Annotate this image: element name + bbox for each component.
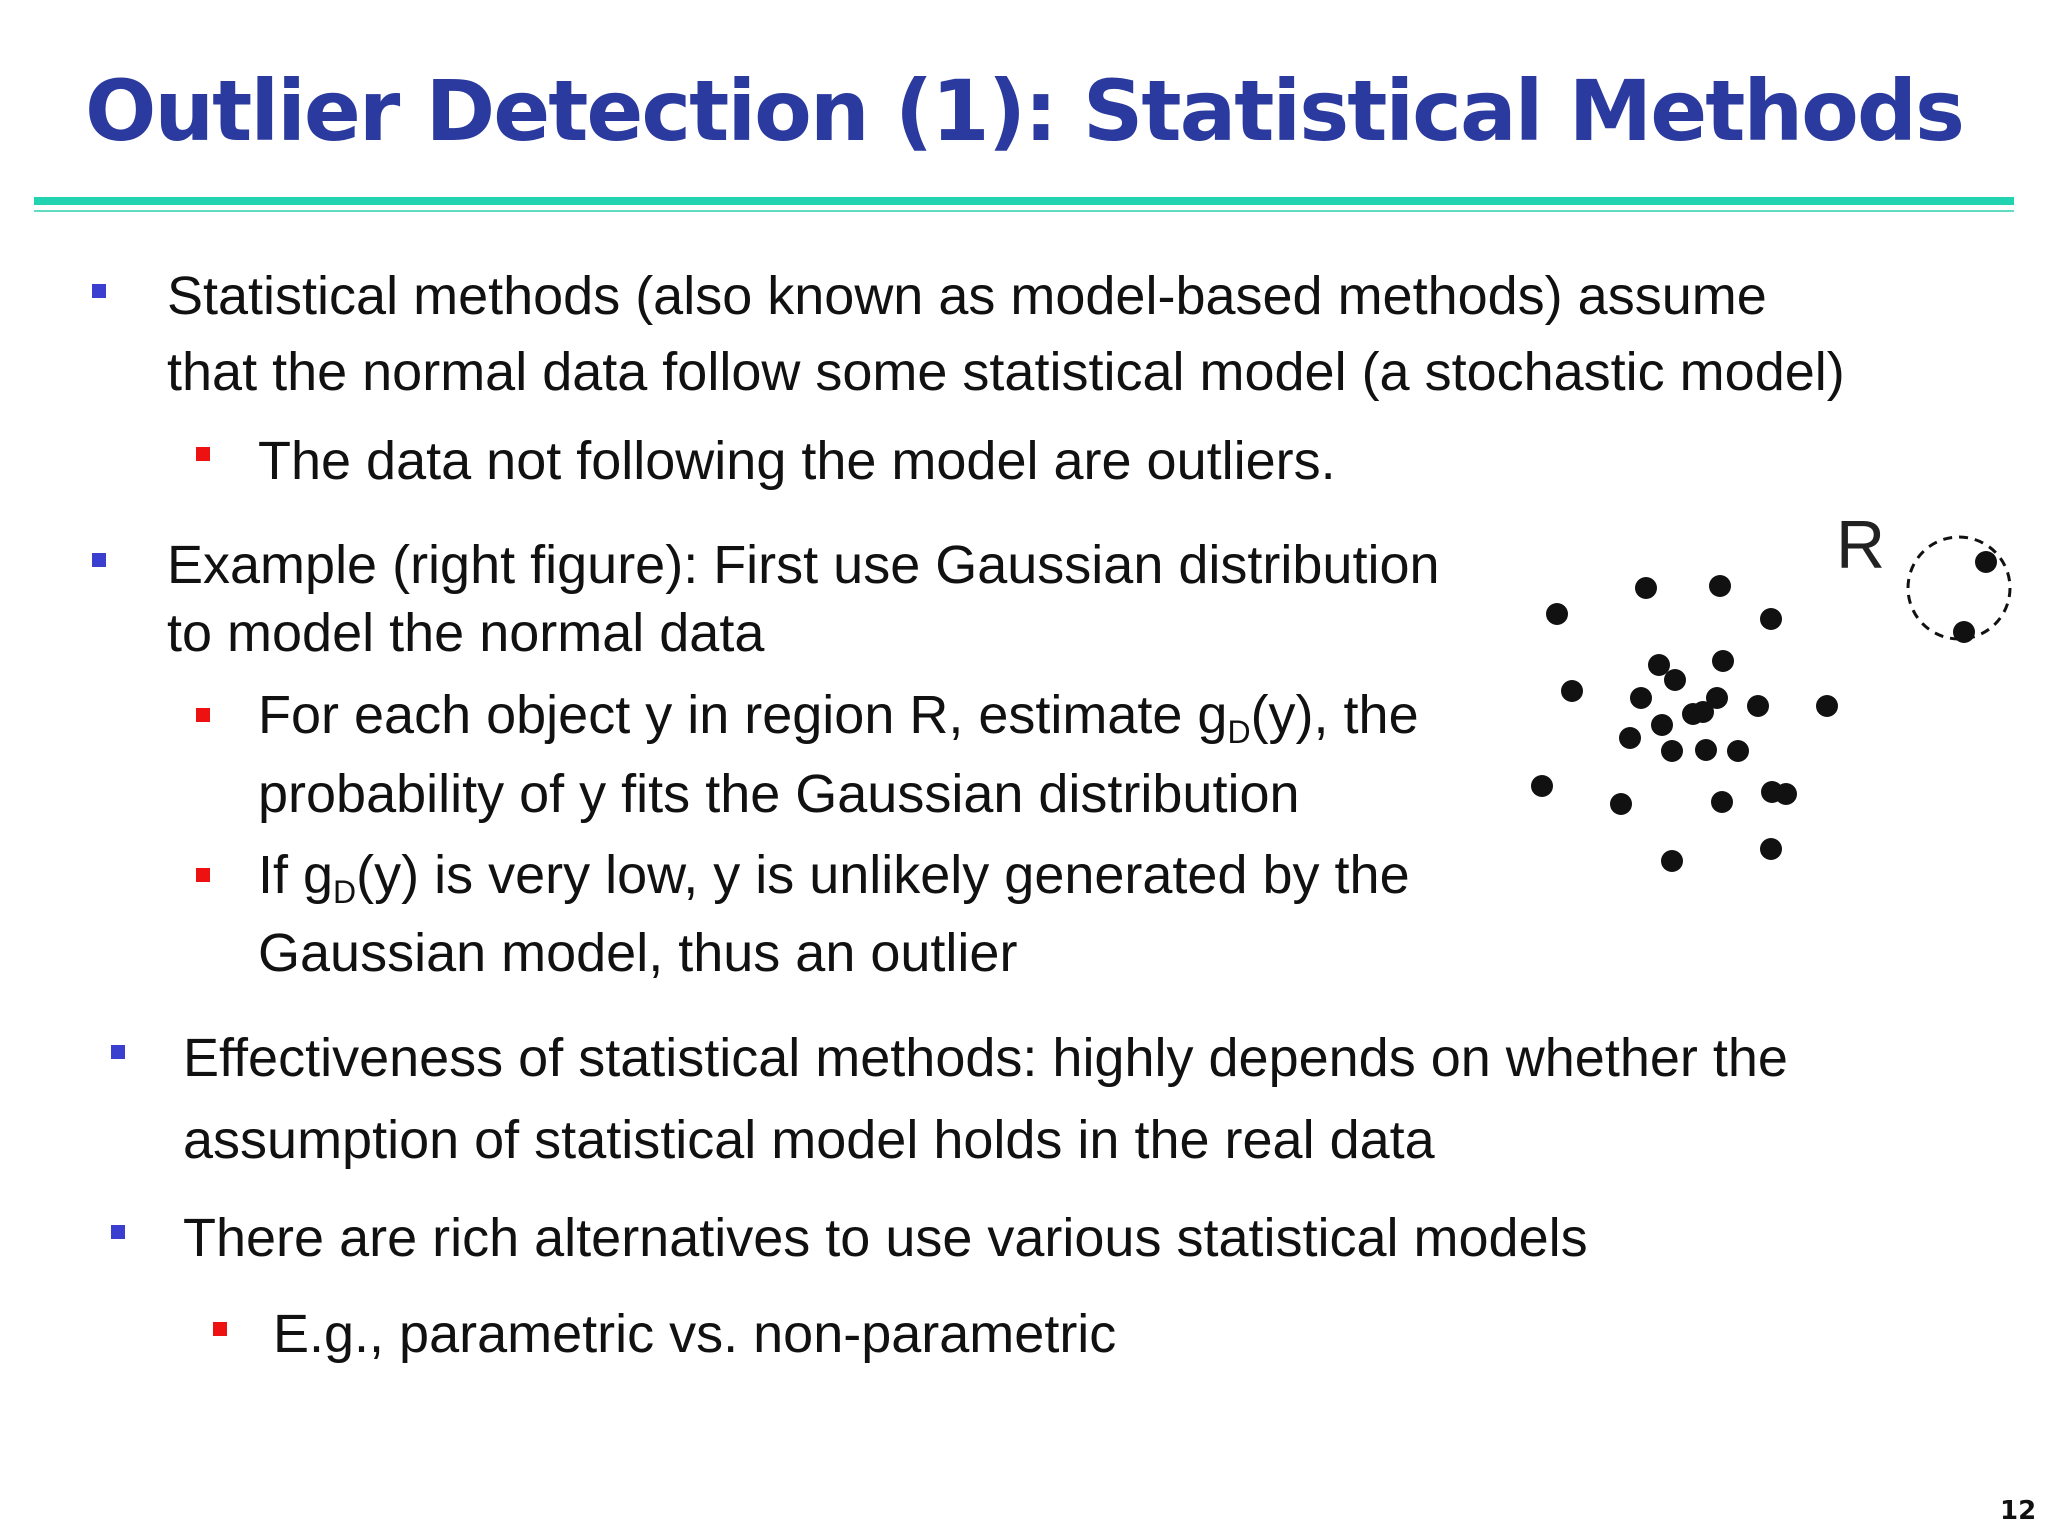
data-point <box>1630 687 1652 709</box>
bullet-2-sub-2-line-2: Gaussian model, thus an outlier <box>258 923 1018 983</box>
bullet-marker <box>92 553 106 567</box>
bullet-1-sub-1: The data not following the model are outliers. <box>258 431 1336 491</box>
bullet-1-line-1: Statistical methods (also known as model-based methods) assume <box>167 266 1767 326</box>
bullet-2-sub-1-line-1: For each object y in region R, estimate $g_D(y)$, the <box>258 685 1419 750</box>
data-point <box>1709 575 1731 597</box>
data-point <box>1661 740 1683 762</box>
bullet-2-sub-2-line-1: If $g_D(y)$ is very low, y is unlikely generated by the <box>258 845 1410 910</box>
data-point <box>1546 603 1568 625</box>
subscript-d: D <box>333 874 357 910</box>
bullet-4-line-1: There are rich alternatives to use various statistical models <box>183 1208 1588 1268</box>
page-number: 12 <box>2000 1496 2037 1526</box>
data-point <box>1775 783 1797 805</box>
title-divider-thin <box>34 210 2014 212</box>
data-point <box>1695 739 1717 761</box>
data-point <box>1635 577 1657 599</box>
sub-bullet-marker <box>196 447 210 461</box>
bullet-marker <box>111 1225 125 1239</box>
outlier-point <box>1975 551 1997 573</box>
data-point <box>1816 695 1838 717</box>
data-point <box>1711 791 1733 813</box>
data-point <box>1664 669 1686 691</box>
data-point <box>1619 727 1641 749</box>
data-point <box>1747 695 1769 717</box>
data-point <box>1610 793 1632 815</box>
gaussian-scatter-figure <box>1500 500 2040 900</box>
bullet-2-sub-1-line-2: probability of y fits the Gaussian distribution <box>258 764 1300 824</box>
outlier-point <box>1953 621 1975 643</box>
sub-bullet-marker <box>196 708 210 722</box>
subscript-d: D <box>1227 714 1251 750</box>
bullet-marker <box>92 284 106 298</box>
bullet-1-line-2: that the normal data follow some statistical model (a stochastic model) <box>167 342 1845 402</box>
bullet-marker <box>111 1045 125 1059</box>
data-point <box>1692 701 1714 723</box>
data-point <box>1727 740 1749 762</box>
data-point <box>1651 714 1673 736</box>
data-point <box>1531 775 1553 797</box>
data-point <box>1661 850 1683 872</box>
data-point <box>1760 838 1782 860</box>
bullet-3-line-1: Effectiveness of statistical methods: highly depends on whether the <box>183 1028 1788 1088</box>
sub-bullet-marker <box>213 1322 227 1336</box>
region-label: R <box>1836 507 1886 583</box>
title-divider <box>34 197 2014 205</box>
bullet-3-line-2: assumption of statistical model holds in the real data <box>183 1110 1435 1170</box>
bullet-4-sub-1: E.g., parametric vs. non-parametric <box>273 1304 1117 1364</box>
data-point <box>1648 654 1670 676</box>
data-point <box>1712 650 1734 672</box>
data-point <box>1760 608 1782 630</box>
sub-bullet-marker <box>196 868 210 882</box>
data-point <box>1561 680 1583 702</box>
bullet-2-line-2: to model the normal data <box>167 603 765 663</box>
slide-title: Outlier Detection (1): Statistical Methods <box>84 62 1964 160</box>
bullet-2-line-1: Example (right figure): First use Gaussian distribution <box>167 535 1440 595</box>
